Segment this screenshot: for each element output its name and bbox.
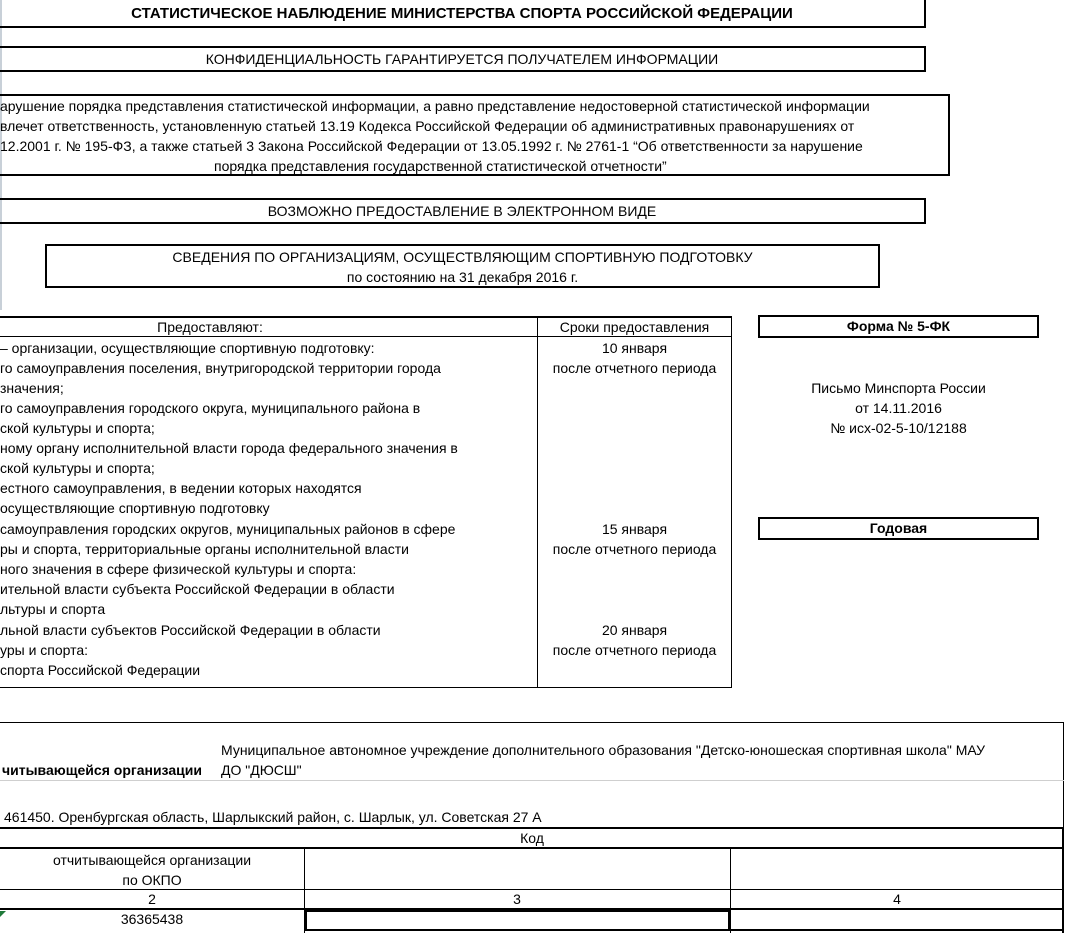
column-header-deadlines: Сроки предоставления [559, 319, 710, 335]
okpo-label-line: отчитывающейся организации [52, 852, 252, 868]
confidentiality-text: КОНФИДЕНЦИАЛЬНОСТЬ ГАРАНТИРУЕТСЯ ПОЛУЧАТЕЛЕМ ИНФОРМАЦИИ [205, 51, 719, 67]
deadline-10-jan [537, 338, 732, 378]
warning-line: 12.2001 г. № 195-ФЗ, а также статьей 3 Закона Российской Федерации от 13.05.1992 г. № 2761-1 “Об ответственности за нарушение [0, 138, 863, 154]
provider-row: ры и спорта, территориальные органы исполнительной власти [0, 541, 409, 557]
electronic-text: ВОЗМОЖНО ПРЕДОСТАВЛЕНИЕ В ЭЛЕКТРОННОМ ВИДЕ [267, 203, 657, 219]
provider-row: ской культуры и спорта; [0, 420, 155, 436]
deadline-15-jan [537, 519, 732, 559]
code-table [0, 827, 1064, 933]
okpo-value[interactable]: 36365438 [120, 911, 184, 927]
letter-line: № исх-02-5-10/12188 [830, 420, 967, 436]
form-title: СТАТИСТИЧЕСКОЕ НАБЛЮДЕНИЕ МИНИСТЕРСТВА СПОРТА РОССИЙСКОЙ ФЕДЕРАЦИИ [131, 5, 793, 22]
periodicity-box [758, 517, 1039, 540]
deadline-date: 20 января [601, 622, 668, 638]
provider-row: ительной власти субъекта Российской Федерации в области [0, 581, 395, 597]
provider-row: го самоуправления городского округа, муниципального района в [0, 400, 421, 416]
okpo-label-line: по ОКПО [122, 872, 182, 888]
warning-line: порядка представления государственной статистической отчетности” [214, 158, 667, 174]
approval-letter [758, 378, 1039, 438]
organization-address: 461450. Оренбургская область, Шарлыкский район, с. Шарлык, ул. Советская 27 А [4, 809, 542, 825]
column-header-providers: Предоставляют: [157, 319, 263, 335]
provider-row: ской культуры и спорта; [0, 460, 155, 476]
letter-line: Письмо Минспорта России [811, 380, 986, 396]
provider-row: льной власти субъектов Российской Федерации в области [0, 622, 381, 638]
report-title-box [45, 244, 880, 288]
confidentiality-box [0, 46, 926, 72]
electronic-box [0, 198, 926, 224]
column-number: 2 [148, 891, 156, 907]
deadline-after: после отчетного периода [552, 642, 717, 658]
periodicity: Годовая [869, 520, 928, 536]
column-number: 3 [513, 891, 521, 907]
okpo-label [0, 849, 304, 890]
provider-row: го самоуправления поселения, внутригородской территории города [0, 360, 441, 376]
code-header: Код [520, 830, 544, 846]
column-number: 4 [893, 891, 901, 907]
provider-row: ному органу исполнительной власти города федерального значения в [0, 440, 458, 456]
provider-row: осуществляющие спортивную подготовку [0, 500, 270, 516]
organization-name-line: ДО "ДЮСШ" [221, 762, 302, 778]
provider-row: самоуправления городских округов, муниципальных районов в сфере [0, 521, 456, 537]
letter-line: от 14.11.2016 [855, 400, 942, 416]
provider-row: значения; [0, 380, 64, 396]
legal-warning-box [0, 94, 950, 176]
deadline-after: после отчетного периода [552, 360, 717, 376]
provider-row: льтуры и спорта [0, 601, 106, 617]
report-title: СВЕДЕНИЯ ПО ОРГАНИЗАЦИЯМ, ОСУЩЕСТВЛЯЮЩИМ СПОРТИВНУЮ ПОДГОТОВКУ [172, 249, 753, 265]
deadline-20-jan [537, 620, 732, 660]
provider-row: уры и спорта: [0, 642, 89, 658]
warning-line: арушение порядка представления статистической информации, а равно представление недостоверной статистической информации [0, 98, 870, 114]
code-cell-4[interactable] [731, 910, 1064, 931]
form-number-box [758, 315, 1039, 338]
provider-row: – организации, осуществляющие спортивную подготовку: [0, 340, 375, 356]
form-title-box [0, 0, 926, 28]
deadline-date: 10 января [601, 340, 668, 356]
warning-line: влечет ответственность, установленную статьей 13.19 Кодекса Российской Федерации об административных правонарушениях от [0, 118, 855, 134]
code-cell-3[interactable] [305, 910, 730, 931]
report-date: по состоянию на 31 декабря 2016 г. [346, 269, 579, 285]
provider-row: ного значения в сфере физической культуры и спорта: [0, 561, 357, 577]
deadline-date: 15 января [601, 521, 668, 537]
form-number: Форма № 5-ФК [846, 318, 951, 334]
organization-name-line: Муниципальное автономное учреждение дополнительного образования "Детско-юношеская спортивная школа" МАУ [221, 742, 985, 758]
provider-row: спорта Российской Федерации [0, 662, 201, 678]
deadline-after: после отчетного периода [552, 541, 717, 557]
organization-label: читывающейся организации [2, 762, 202, 778]
provider-row: естного самоуправления, в ведении которых находятся [0, 480, 362, 496]
